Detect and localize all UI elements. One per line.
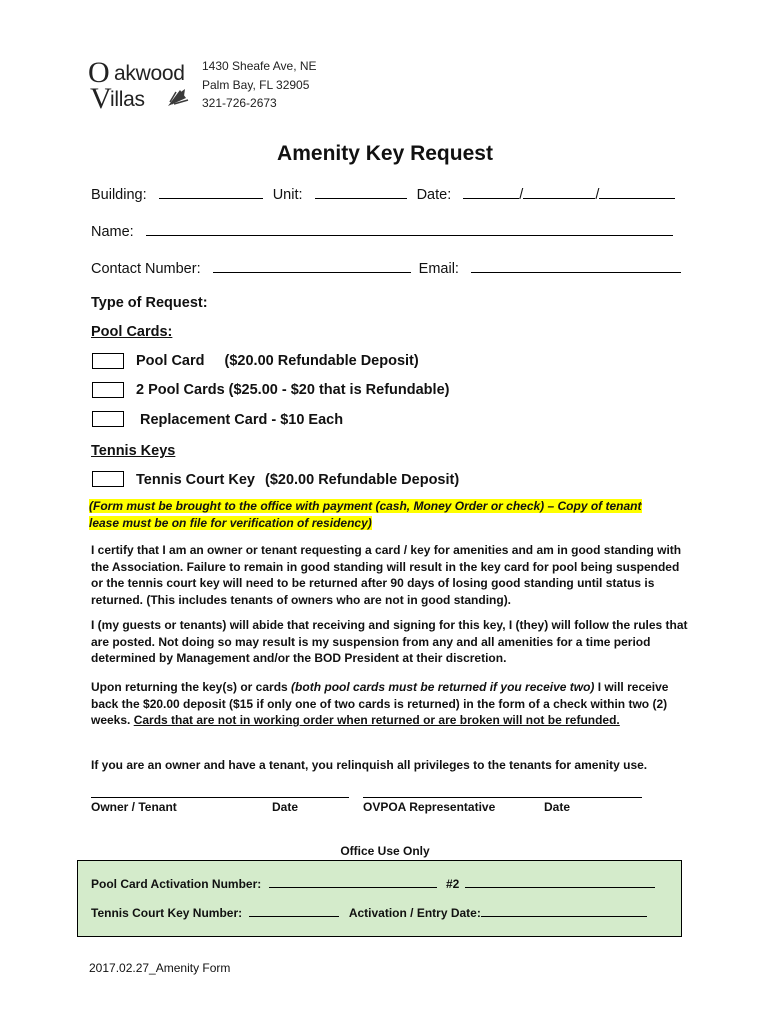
email-label: Email: (418, 261, 459, 277)
pool-card-label: Pool Card (136, 353, 205, 369)
returns-paragraph: Upon returning the key(s) or cards (both pool cards must be returned if you receive two) I will receive back the $20.00 deposit ($15 if only one of two cards is returned) in the form of a check within two (2) weeks. Cards that are not in working order when returned or are broken will not be refunded. (91, 680, 669, 728)
address-line-2: Palm Bay, FL 32905 (202, 78, 310, 92)
tennis-court-key-option (136, 472, 459, 488)
date-year-field[interactable] (599, 184, 675, 199)
contact-number-field[interactable] (213, 258, 411, 273)
tennis-key-number-row (91, 904, 647, 920)
name-label: Name: (91, 224, 134, 240)
pool-card-checkbox[interactable] (92, 353, 124, 369)
date-label: Date: (416, 187, 452, 203)
representative-signature-line[interactable] (363, 797, 642, 798)
date-day-field[interactable] (523, 184, 595, 199)
tennis-key-number-label: Tennis Court Key Number: (91, 906, 243, 920)
pool-cards-heading: Pool Cards: (91, 324, 173, 340)
activation-number-field[interactable] (269, 875, 437, 888)
two-pool-cards-label: 2 Pool Cards ($25.00 - $20 that is Refundable) (136, 382, 450, 398)
tennis-key-number-field[interactable] (249, 904, 339, 917)
representative-label: OVPOA Representative (363, 800, 496, 814)
activation-date-label: Activation / Entry Date: (348, 906, 481, 920)
unit-label: Unit: (272, 187, 303, 203)
replacement-card-label: Replacement Card - $10 Each (140, 412, 344, 428)
tennis-court-key-label: Tennis Court Key (136, 472, 255, 488)
building-field[interactable] (159, 184, 263, 199)
second-card-label: #2 (445, 877, 460, 891)
two-pool-cards-checkbox[interactable] (92, 382, 124, 398)
building-unit-date-row (91, 184, 675, 203)
replacement-card-checkbox[interactable] (92, 411, 124, 427)
owner-tenant-label: Owner / Tenant (91, 800, 177, 814)
office-use-heading: Office Use Only (340, 844, 430, 858)
contact-number-label: Contact Number: (91, 261, 201, 277)
owner-tenant-signature-line[interactable] (91, 797, 349, 798)
rules-paragraph: I (my guests or tenants) will abide that receiving and signing for this key, I (they) will follow the rules that are posted. Not doing so may result is my suspension from any and all amenities for a time period determined by Management and/or the BOD President at their discretion. (91, 618, 688, 666)
tenant-privileges-paragraph: If you are an owner and have a tenant, you relinquish all privileges to the tenants for amenity use. (91, 758, 648, 772)
tennis-keys-heading: Tennis Keys (91, 443, 176, 459)
date-month-field[interactable] (463, 184, 519, 199)
building-label: Building: (91, 187, 147, 203)
palm-leaf-icon (88, 56, 194, 112)
email-field[interactable] (471, 258, 681, 273)
contact-email-row (91, 258, 681, 277)
name-field[interactable] (146, 221, 673, 236)
unit-field[interactable] (315, 184, 407, 199)
type-of-request-heading: Type of Request: (91, 295, 208, 311)
certification-paragraph: I certify that I am an owner or tenant requesting a card / key for amenities and am in good standing with the Association. Failure to remain in good standing will result in the key card for pool being suspended or the tennis court key will need to be returned after 90 days of losing good standing until status is returned. (This includes tenants of owners who are not in good standing). (91, 543, 682, 607)
owner-date-label: Date (272, 800, 299, 814)
date-separator: / (519, 187, 524, 203)
activation-date-field[interactable] (481, 904, 647, 917)
representative-date-label: Date (544, 800, 571, 814)
address-line-1: 1430 Sheafe Ave, NE (202, 59, 317, 73)
no-refund-notice: Cards that are not in working order when returned or are broken will not be refunded. (133, 713, 620, 728)
name-row (91, 221, 673, 240)
payment-note-line-2: lease must be on file for verification of residency) (89, 515, 372, 530)
oakwood-villas-logo: O akwood V illas (88, 56, 194, 112)
tennis-court-key-detail: ($20.00 Refundable Deposit) (265, 472, 460, 488)
payment-note (89, 498, 683, 531)
office-use-box (77, 860, 682, 937)
tennis-court-key-checkbox[interactable] (92, 471, 124, 487)
phone-number: 321-726-2673 (202, 96, 277, 110)
date-separator: / (595, 187, 600, 203)
pool-card-option (136, 353, 419, 369)
activation-number-row (91, 875, 655, 891)
second-card-field[interactable] (465, 875, 655, 888)
payment-note-line-1: (Form must be brought to the office with payment (cash, Money Order or check) – Copy of tenant (89, 499, 642, 513)
activation-number-label: Pool Card Activation Number: (91, 877, 262, 891)
form-footer: 2017.02.27_Amenity Form (89, 961, 231, 975)
pool-card-detail: ($20.00 Refundable Deposit) (224, 353, 419, 369)
form-title: Amenity Key Request (277, 142, 493, 165)
